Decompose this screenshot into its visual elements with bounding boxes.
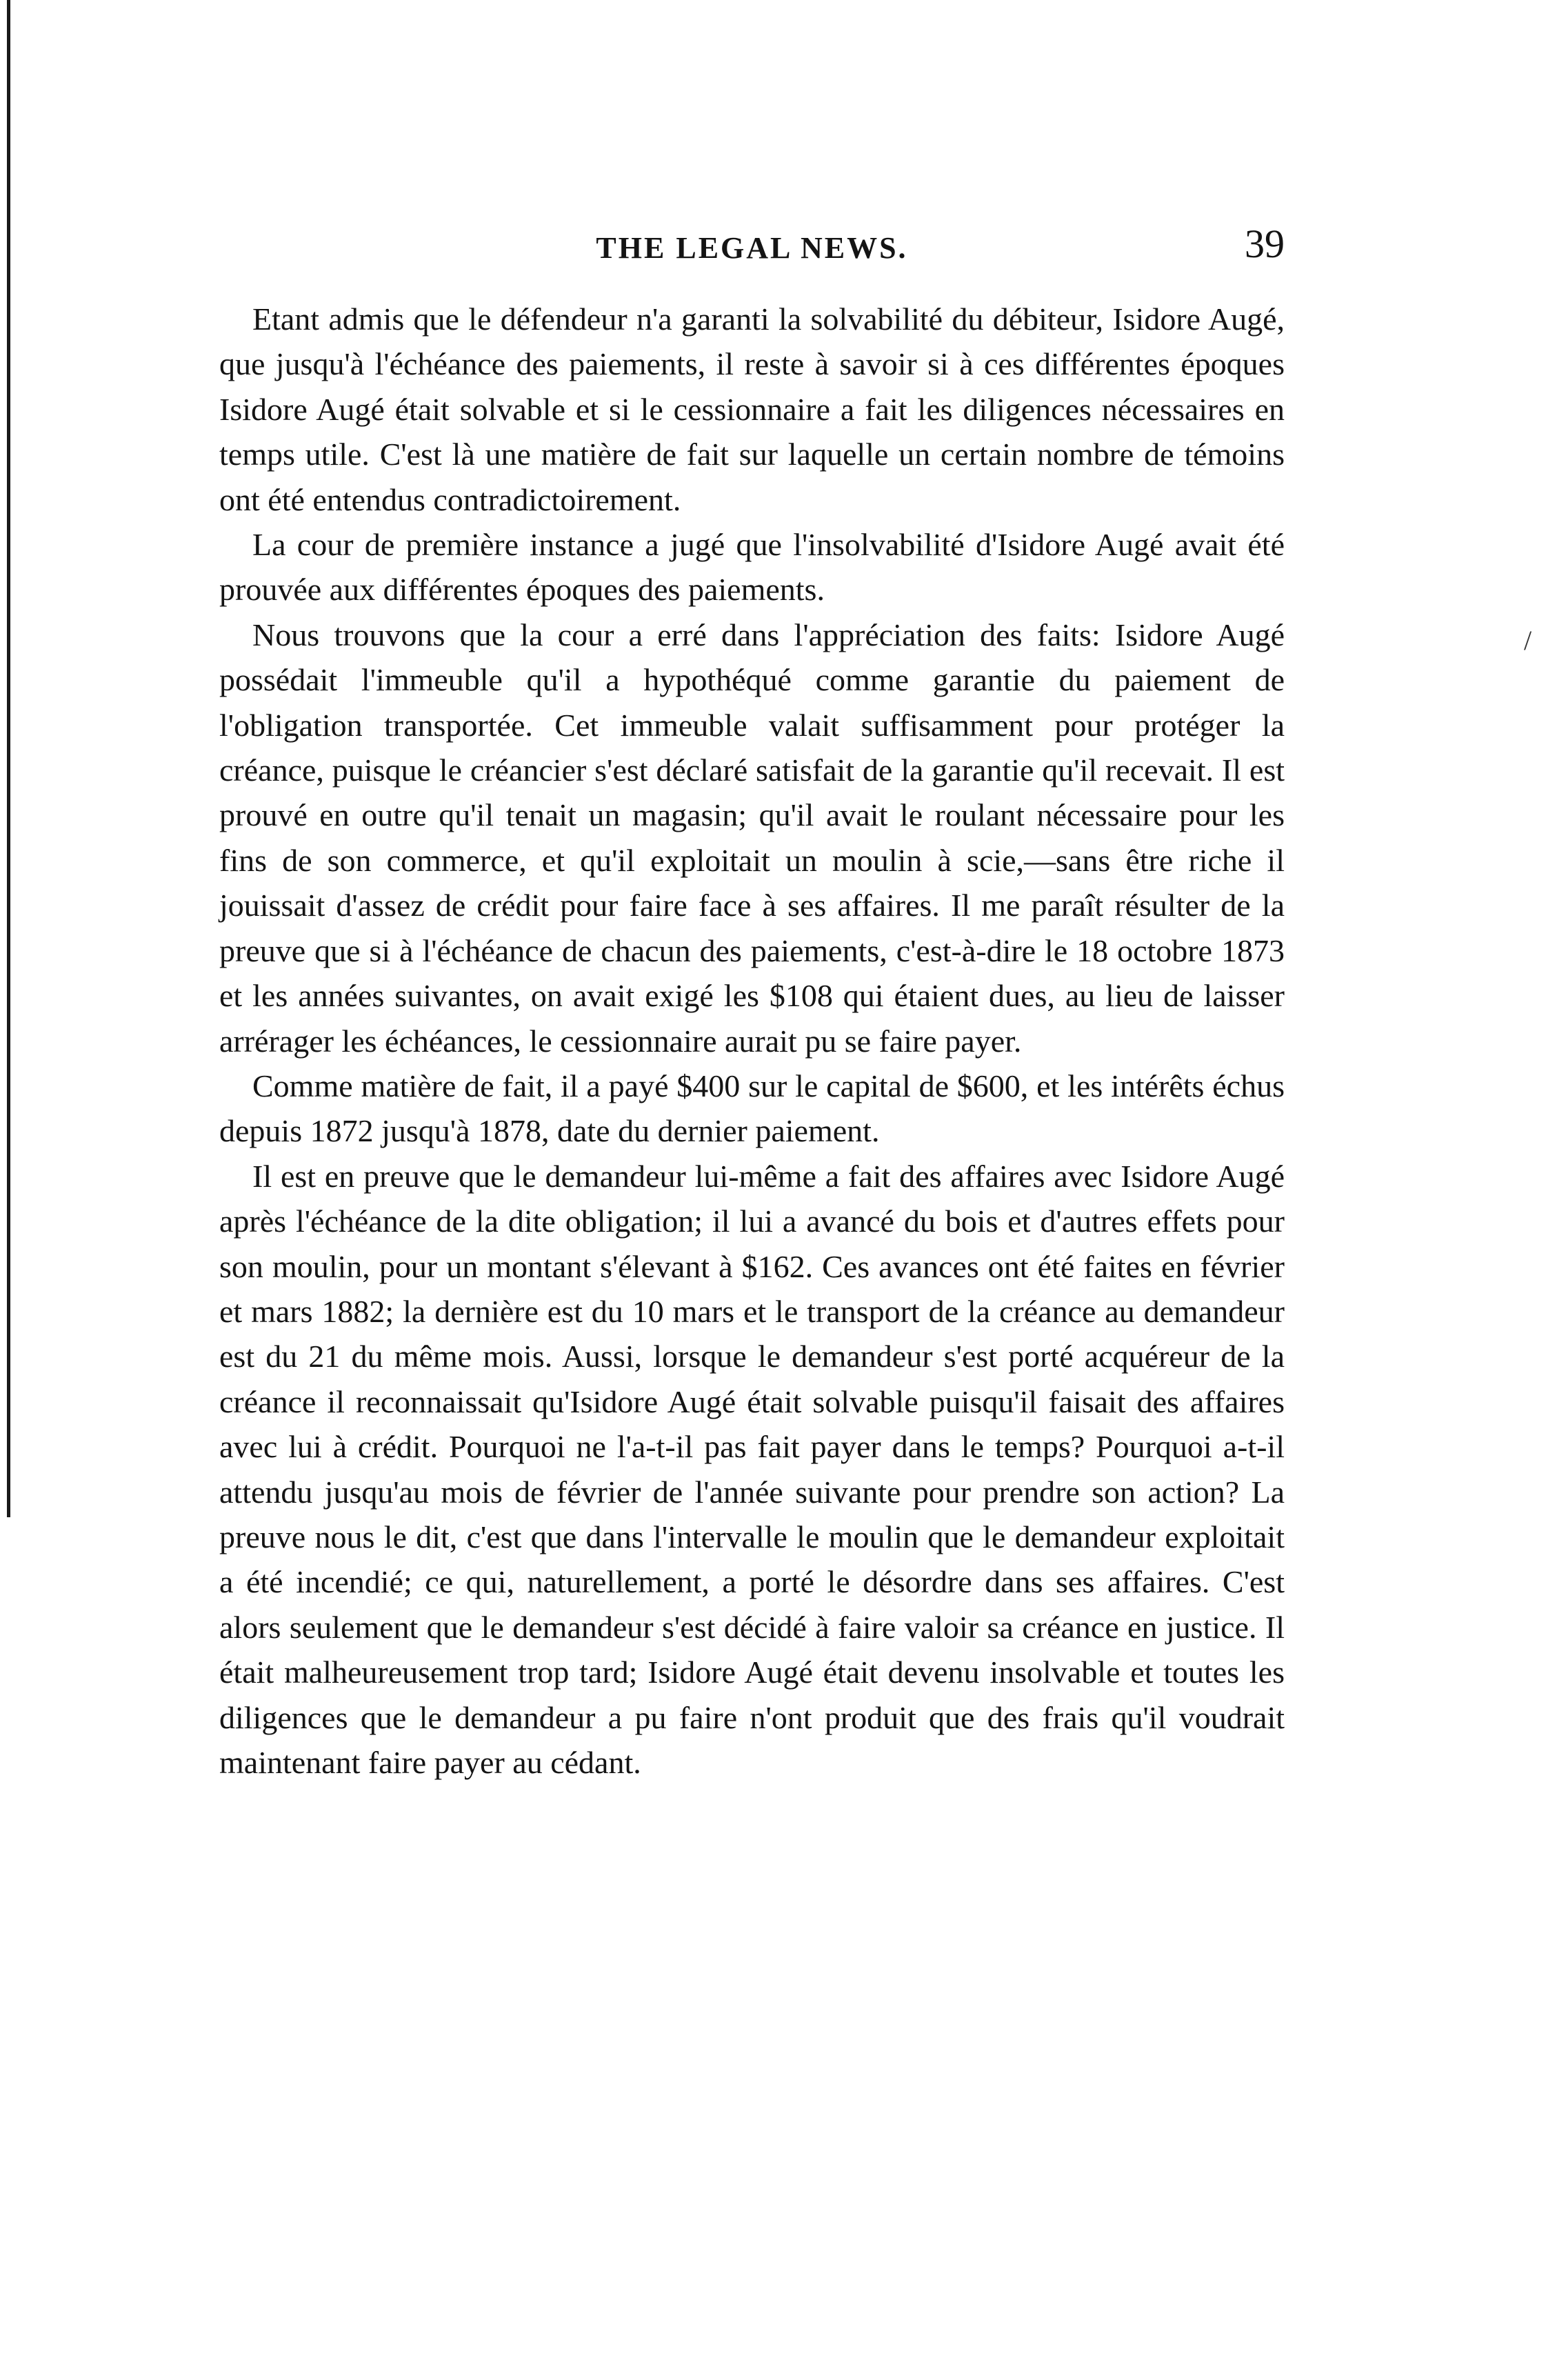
paragraph-3: Nous trouvons que la cour a erré dans l'appréciation des faits: Isidore Augé possédait l'immeuble qu'il a hypothéqué comme garantie du paiement de l'obligation transportée. Cet immeuble valait suffisamment pour protéger la créance, puisque le créancier s'est déclaré satisfait de la garantie qu'il recevait. Il est prouvé en outre qu'il tenait un magasin; qu'il avait le roulant nécessaire pour les fins de son commerce, et qu'il exploitait un moulin à scie,—sans être riche il jouissait d'assez de crédit pour faire face à ses affaires. Il me paraît résulter de la preuve que si à l'échéance de chacun des paiements, c'est-à-dire le 18 octobre 1873 et les années suivantes, on avait exigé les $108 qui étaient dues, au lieu de laisser arrérager les échéances, le cessionnaire aurait pu se faire payer. (219, 617, 1285, 1059)
paragraph-5: Il est en preuve que le demandeur lui-même a fait des affaires avec Isidore Augé après l'échéance de la dite obligation; il lui a avancé du bois et d'autres effets pour son moulin, pour un montant s'élevant à $162. Ces avances ont été faites en février et mars 1882; la dernière est du 10 mars et le transport de la créance au demandeur est du 21 du même mois. Aussi, lorsque le demandeur s'est porté acquéreur de la créance il reconnaissait qu'Isidore Augé était solvable puisqu'il faisait des affaires avec lui à crédit. Pourquoi ne l'a-t-il pas fait payer dans le temps? Pourquoi a-t-il attendu jusqu'au mois de février de l'année suivante pour prendre son action? La preuve nous le dit, c'est que dans l'intervalle le moulin que le demandeur exploitait a été incendié; ce qui, naturellement, a porté le désordre dans ses affaires. C'est alors seulement que le demandeur s'est décidé à faire valoir sa créance en justice. Il était malheureusement trop tard; Isidore Augé était devenu insolvable et toutes les diligences que le demandeur a pu faire n'ont produit que des frais qu'il voudrait maintenant faire payer au cédant. (219, 1158, 1285, 1780)
page-header (219, 221, 1285, 283)
scan-edge-rule (7, 0, 10, 1517)
paragraph-2: La cour de première instance a jugé que l'insolvabilité d'Isidore Augé avait été prouvée aux différentes époques des paiements. (219, 527, 1285, 608)
paragraph-4: Comme matière de fait, il a payé $400 sur le capital de $600, et les intérêts échus depuis 1872 jusqu'à 1878, date du dernier paiement. (219, 1068, 1285, 1149)
paragraph-1: Etant admis que le défendeur n'a garanti la solvabilité du débiteur, Isidore Augé, que jusqu'à l'échéance des paiements, il reste à savoir si à ces différentes époques Isidore Augé était solvable et si le cessionnaire a fait les diligences nécessaires en temps utile. C'est là une matière de fait sur laquelle un certain nombre de témoins ont été entendus contradictoirement. (219, 301, 1285, 517)
margin-mark: / (1524, 625, 1532, 656)
body-text (219, 297, 1285, 1785)
running-head: THE LEGAL NEWS. (596, 231, 908, 265)
page-number: 39 (1245, 221, 1285, 266)
page (219, 221, 1285, 1785)
